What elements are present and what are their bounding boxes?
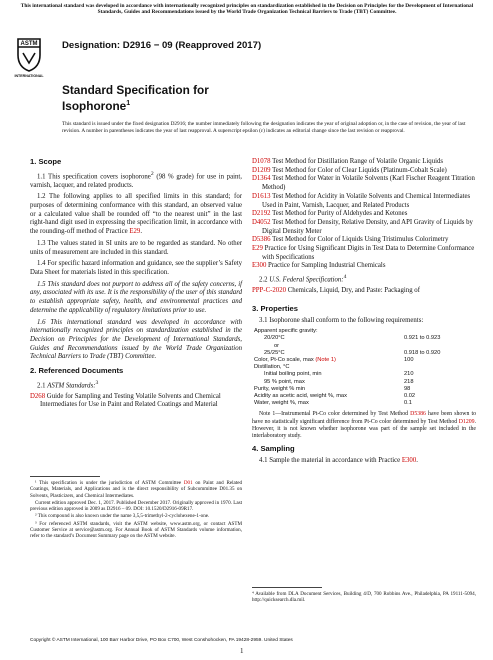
ref-d1364: D1364 Test Method for Water in Volatile Solvents (Karl Fischer Reagent Titration Method) xyxy=(252,175,475,192)
scope-1-3: 1.3 The values stated in SI units are to be regarded as standard. No other units of measurement are included in this standard. xyxy=(30,239,242,256)
requirement-value xyxy=(404,343,464,350)
requirement-label: or xyxy=(274,342,280,349)
footnote-ref-2[interactable]: 2 xyxy=(150,170,154,177)
ref-d4052: D4052 Test Method for Density, Relative Density, and API Gravity of Liquids by Digital Density Meter xyxy=(252,218,473,235)
title-footnote-ref[interactable]: 1 xyxy=(126,100,131,107)
footnote-3: ³ For referenced ASTM standards, visit the ASTM website, www.astm.org, or contact ASTM Customer Service at service@astm.org. For Annual Book of ASTM Standards volume information, refer to the standard’s Document Summary page on the ASTM website. xyxy=(30,520,242,540)
scope-1-6: 1.6 This international standard was developed in accordance with internationally recognized principles on standardization established in the Decision on Principles for the Development of International Standards, Guides and Recommendations issued by the World Trade Organization Technical Barriers to Trade (TBT) Committee. xyxy=(30,318,242,361)
requirement-label: Color, Pt-Co scale, max (Note 1) xyxy=(254,357,336,364)
footnote-ref-3[interactable]: 3 xyxy=(95,379,99,386)
page-number: 1 xyxy=(240,647,244,655)
footnote-1: ¹ This specification is under the jurisdiction of ASTM Committee D01 on Paint and Related Coatings, Materials, and Applications and is the direct responsibility of Subcommittee D01.35 on Solvents, Plasticizers, and Chemical Intermediates. xyxy=(30,480,243,499)
designation: Designation: D2916 − 09 (Reapproved 2017) xyxy=(62,40,262,51)
logo-caption: INTERNATIONAL xyxy=(14,74,44,78)
reference-list xyxy=(252,158,476,271)
link-note-1[interactable]: (Note 1) xyxy=(315,357,336,364)
ref-e300: E300 Practice for Sampling Industrial Chemicals xyxy=(252,262,386,270)
requirement-label: Apparent specific gravity: xyxy=(254,328,318,335)
document-title xyxy=(62,83,312,113)
requirement-value: 210 xyxy=(404,371,414,378)
sampling-4-1: 4.1 Sample the material in accordance with Practice E300. xyxy=(259,456,418,464)
link-d5386[interactable]: D5386 xyxy=(252,236,271,244)
link-d1209-note[interactable]: D1209 xyxy=(458,418,475,425)
requirement-row xyxy=(254,328,464,335)
link-d1209[interactable]: D1209 xyxy=(252,166,271,174)
requirement-value xyxy=(404,328,464,335)
link-d01[interactable]: D01 xyxy=(183,480,193,486)
svg-text:ASTM: ASTM xyxy=(20,41,38,47)
scope-1-5: 1.5 This standard does not purport to address all of the safety concerns, if any, associated with its use. It is the responsibility of the user of this standard to establish appropriate safety, health, and environmental practices and determine the applicability of regulatory limitations prior to use. xyxy=(30,280,242,314)
ref-d1209: D1209 Test Method for Color of Clear Liquids (Platinum-Cobalt Scale) xyxy=(252,166,447,174)
copyright: Copyright © ASTM International, 100 Barr Harbor Drive, PO Box C700, West Conshohocken, PA 19428-2959. United States xyxy=(30,638,293,643)
link-d5386-note[interactable]: D5386 xyxy=(410,411,426,418)
footnote-ref-4[interactable]: 4 xyxy=(343,274,347,281)
right-column xyxy=(252,158,476,468)
requirement-value: 0.1 xyxy=(404,400,412,407)
link-d2192[interactable]: D2192 xyxy=(252,210,271,218)
requirement-row xyxy=(254,386,464,393)
requirement-label: Distillation, °C xyxy=(254,364,290,371)
requirement-value: 100 xyxy=(404,357,414,364)
footnote-divider xyxy=(30,476,100,477)
requirement-value: 0.02 xyxy=(404,393,416,400)
section-sampling-heading: 4. Sampling xyxy=(252,443,295,453)
link-d268[interactable]: D268 xyxy=(30,392,46,400)
requirement-value xyxy=(404,364,464,371)
link-d1613[interactable]: D1613 xyxy=(252,192,271,200)
requirement-label: Purity, weight % min xyxy=(254,385,306,392)
issuance-note: This standard is issued under the fixed designation D2916; the number immediately following the designation indicates the year of original adoption or, in the case of revision, the year of last revision. A number in parentheses indicates the year of last reapproval. A superscript epsilon (ε) indicates an editorial change since the last revision or reapproval. xyxy=(62,121,466,134)
requirements-table xyxy=(254,328,464,407)
requirement-value: 98 xyxy=(404,385,411,392)
link-ppp-c-2020[interactable]: PPP-C-2020 xyxy=(252,287,286,295)
link-d1078[interactable]: D1078 xyxy=(252,158,271,165)
requirement-row xyxy=(254,371,464,378)
ref-d268: D268 Guide for Sampling and Testing Volatile Solvents and Chemical Intermediates for Use in Paint and Related Coatings and Material xyxy=(30,392,221,409)
footnote-2: ² This compound is also known under the name 3,5,5-trimethyl-2-cyclohexene-1-one. xyxy=(35,513,210,520)
left-column xyxy=(30,158,242,410)
requirement-value: 0.921 to 0.923 xyxy=(404,335,441,342)
requirement-value: 218 xyxy=(404,378,414,385)
requirement-row xyxy=(254,400,464,407)
link-e29[interactable]: E29 xyxy=(252,245,263,253)
ref-d1078: D1078 Test Method for Distillation Range of Volatile Organic Liquids xyxy=(252,158,444,165)
requirement-label: 25/25°C xyxy=(264,349,285,356)
astm-logo xyxy=(14,33,44,79)
requirement-row xyxy=(254,393,464,400)
title-line-1: Standard Specification for xyxy=(62,83,209,97)
link-e300-sampling[interactable]: E300 xyxy=(401,456,417,464)
title-line-2: Isophorone xyxy=(62,98,127,113)
requirement-row xyxy=(254,335,464,342)
left-footnotes xyxy=(30,480,242,541)
ref-ppp-c-2020: PPP-C-2020 Chemicals, Liquid, Dry, and Paste: Packaging of xyxy=(252,287,420,295)
link-d1364[interactable]: D1364 xyxy=(252,175,271,183)
link-e29[interactable]: E29 xyxy=(129,228,141,236)
requirement-row xyxy=(254,357,464,364)
requirement-label: Acidity as acetic acid, weight %, max xyxy=(254,393,347,400)
section-scope-heading: 1. Scope xyxy=(30,157,62,166)
requirement-label: 95 % point, max xyxy=(264,378,305,385)
section-referenced-heading: 2. Referenced Documents xyxy=(30,366,124,376)
federal-spec-subheading: 2.2 U.S. Federal Specification:$^4$ xyxy=(259,274,347,284)
properties-3-1: 3.1 Isophorone shall conform to the following requirements: xyxy=(259,316,424,324)
link-d4052[interactable]: D4052 xyxy=(252,218,271,226)
requirement-label: 20/20°C xyxy=(264,335,285,342)
requirement-label: Initial boiling point, min xyxy=(264,371,322,378)
footnote-divider-right xyxy=(252,587,322,588)
ref-d5386: D5386 Test Method for Color of Liquids Using Tristimulus Colorimetry xyxy=(252,236,449,244)
requirement-row xyxy=(254,350,464,357)
tbt-notice: This international standard was developed in accordance with internationally recognized principles on standardization established in the Decision on Principles for the Development of International Standards, Guides and Recommendations issued by the World Trade Organization Technical Barriers to Trade (TBT) Committee. xyxy=(20,3,474,16)
scope-1-2: 1.2 The following applies to all specified limits in this standard; for purposes of determining conformance with this standard, an observed value or a calculated value shall be rounded off “to the nearest unit” in the last right-hand digit used in expressing the specification limit, in accordance with the rounding-off method of Practice E29. xyxy=(30,193,242,236)
requirement-row xyxy=(254,364,464,371)
requirement-value: 0.918 to 0.920 xyxy=(404,349,441,356)
footnote-4: ⁴ Available from DLA Document Services, Building 4/D, 700 Robbins Ave., Philadelphia, PA 19111-5094, http://quicksearch.dla.mil. xyxy=(252,591,476,604)
ref-d2192: D2192 Test Method for Purity of Aldehydes and Ketones xyxy=(252,210,408,218)
requirement-row xyxy=(254,379,464,386)
section-properties-heading: 3. Properties xyxy=(252,303,299,313)
ref-e29: E29 Practice for Using Significant Digits in Test Data to Determine Conformance with Specifications xyxy=(252,245,475,261)
link-e300[interactable]: E300 xyxy=(252,262,267,270)
footnote-1-edition: Current edition approved Dec. 1, 2017. Published December 2017. Originally approved in 1970. Last previous edition approved in 2009 as D2916 – 09. DOI: 10.1520/D2916-09R17. xyxy=(30,499,242,513)
requirement-row xyxy=(254,343,464,350)
note-1: Note 1—Instrumental Pt-Co color determined by Test Method D5386 have been shown to have no statistically significant difference from Pt-Co color determined by Test Method D1209. However, it is not known whether isophorone was part of the sample set included in the interlaboratory study. xyxy=(252,411,476,439)
astm-standards-subheading: 2.1 ASTM Standards:$^3$ xyxy=(37,379,99,389)
ref-d1613: D1613 Test Method for Acidity in Volatile Solvents and Chemical Intermediates Used in Paint, Varnish, Lacquer, and Related Products xyxy=(252,192,471,209)
requirement-label: Water, weight %, max xyxy=(254,400,309,407)
scope-1-1: 1.1 This specification covers isophorone$^2$ (98 % grade) for use in paint, varnish, lacquer, and related products. xyxy=(30,170,243,189)
scope-1-4: 1.4 For specific hazard information and guidance, see the supplier’s Safety Data Sheet for materials listed in this specification. xyxy=(30,260,242,276)
